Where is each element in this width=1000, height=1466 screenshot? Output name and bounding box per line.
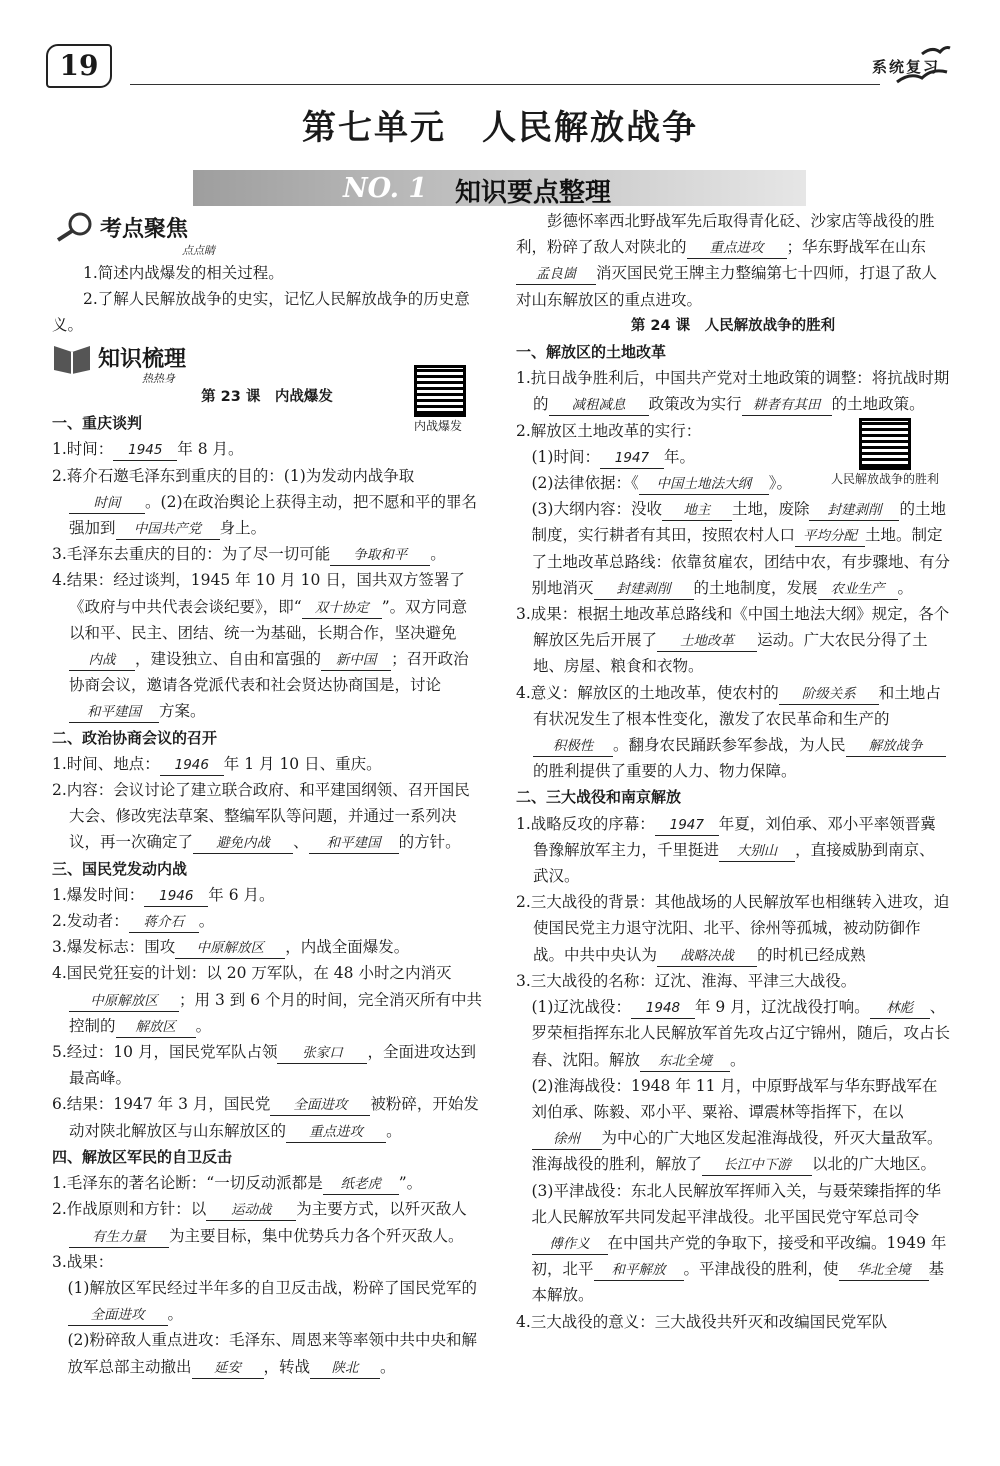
qr-caption: 人民解放战争的胜利: [830, 472, 939, 486]
point: 4.意义：解放区的土地改革，使农村的 阶级关系 和土地占有状况发生了根本性变化，激发了农民革命和生产的积极性 。翻身农民踊跃参军参战，为人民 解放战争的胜利提供了重要的人力、物力保障。: [516, 680, 950, 785]
point: 1.时间： 1945 年 8 月。: [52, 436, 482, 462]
header-rule: [130, 84, 880, 85]
point: 4.三大战役的意义：三大战役共歼灭和改编国民党军队: [516, 1312, 888, 1331]
point: 1.战略反攻的序幕： 1947 年夏，刘伯承、邓小平率领晋冀鲁豫解放军主力，千里挺进 大别山 ，直接威胁到南京、武汉。: [516, 814, 936, 886]
section-heading: 二、政治协商会议的召开: [52, 728, 218, 747]
qr-block-2: [820, 418, 950, 487]
magnifier-icon: [52, 212, 96, 242]
section-heading: 二、三大战役和南京解放: [516, 788, 682, 807]
point: 5.经过：10 月，国民党军队占领 张家口 ，全面进攻达到最高峰。: [52, 1043, 476, 1088]
point: 6.结果：1947 年 3 月，国民党 全面进攻 被粉碎，开始发动对陕北解放区与山东解放区的 重点进攻 。: [52, 1091, 482, 1143]
sub-point: (2)粉碎敌人重点进攻：毛泽东、周恩来等率领中共中央和解放军总部主动撤出 延安 ，转战 陕北 。: [52, 1327, 482, 1379]
unit-title: 第七单元 人民解放战争: [302, 108, 698, 148]
banner-number: NO. 1: [343, 173, 428, 204]
qr-code-icon[interactable]: [859, 418, 911, 470]
section-heading: 一、重庆谈判: [52, 414, 143, 433]
sub-point: (2)法律依据：《 中国土地法大纲 》。: [516, 470, 950, 496]
point: 3.成果：根据土地改革总路线和《中国土地法大纲》规定，各个解放区先后开展了 土地改革 运动。广大农民分得了土地、房屋、粮食和衣物。: [516, 605, 950, 676]
kaodian-title: 考点聚焦: [100, 217, 189, 242]
kaodian-item: 1.简述内战爆发的相关过程。: [83, 264, 284, 282]
sub-point: (2)淮海战役：1948 年 11 月，中原野战军与华东野战军在刘伯承、陈毅、邓小平、粟裕、谭震林等指挥下，在以徐州 为中心的广大地区发起淮海战役，歼灭大量敌军。淮海战役的胜利，解放了 长江中下游 以北的广大地区。: [516, 1073, 950, 1178]
book-icon: [52, 340, 92, 374]
qr-caption: 内战爆发: [413, 419, 462, 433]
point: 2.内容：会议讨论了建立联合政府、和平建国纲领、召开国民大会、修改宪法草案、整编军队等问题，并通过一系列决议，再一次确定了 避免内战 、 和平建国 的方针。: [52, 777, 482, 856]
section-heading: 三、国民党发动内战: [52, 859, 188, 878]
sub-point: (1)时间： 1947 年。: [516, 444, 950, 470]
zhishi-badge: [52, 340, 252, 384]
lesson-title: 第 24 课 人民解放战争的胜利: [630, 317, 836, 334]
kaodian-subtitle: 点点睛: [182, 244, 215, 257]
zhishi-subtitle: 热热身: [142, 372, 175, 385]
kaodian-badge: [52, 212, 215, 257]
point: 2.作战原则和方针：以 运动战 为主要方式，以歼灭敌人有生力量 为主要目标，集中优势兵力各个歼灭敌人。: [52, 1196, 482, 1248]
zhishi-title: 知识梳理: [98, 347, 187, 372]
point: 3.爆发标志：围攻 中原解放区 ，内战全面爆发。: [52, 934, 482, 960]
page-number: 19: [46, 44, 112, 88]
point: 1.抗日战争胜利后，中国共产党对土地政策的调整：将抗战时期的 减租减息 政策改为实行 耕者有其田 的土地政策。: [516, 365, 950, 417]
sub-point: (3)大纲内容：没收 地主 土地，废除 封建剥削 的土地制度，实行耕者有其田，按照农村人口 平均分配 土地。制定了土地改革总路线：依靠贫雇农，团结中农，有步骤地、有分别地消灭 封建剥削 的土地制度，发展 农业生产 。: [516, 496, 950, 601]
point: 2.三大战役的背景：其他战场的人民解放军也相继转入进攻，迫使国民党主力退守沈阳、北平、徐州等孤城，被动防御作战。中共中央认为 战略决战 的时机已经成熟: [516, 889, 950, 968]
section-banner: [193, 170, 806, 206]
continued-text: 彭德怀率西北野战军先后取得青化砭、沙家店等战役的胜利，粉碎了敌人对陕北的 重点进攻 ；华东野战军在山东孟良崮 消灭国民党王牌主力整编第七十四师，打退了敌人对山东解放区的重点进攻。: [516, 212, 938, 309]
point: 3.战果：: [52, 1252, 114, 1271]
right-column: [516, 208, 950, 1335]
header-section-label: 系统复习: [871, 58, 940, 76]
sub-point: (1)解放区军民经过半年多的自卫反击战，粉碎了国民党军的全面进攻 。: [52, 1275, 482, 1327]
point: 2.解放区土地改革的实行：: [516, 421, 702, 440]
point: 3.毛泽东去重庆的目的：为了尽一切可能 争取和平 。: [52, 541, 482, 567]
birds-icon: [892, 42, 952, 87]
point: 4.结果：经过谈判，1945 年 10 月 10 日，国共双方签署了《政府与中共代表会谈纪要》，即“ 双十协定 ”。双方同意以和平、民主、团结、统一为基础，长期合作，坚决避免内战 ，建设独立、自由和富强的 新中国 ；召开政治协商会议，邀请各党派代表和社会贤达协商国是，讨论和平建国 方案。: [52, 567, 482, 724]
section-heading: 一、解放区的土地改革: [516, 343, 667, 362]
kaodian-item: 2.了解人民解放战争的史实，记忆人民解放战争的历史意义。: [52, 290, 470, 335]
banner-title: 知识要点整理: [455, 178, 612, 208]
point: 1.毛泽东的著名论断：“一切反动派都是 纸老虎 ”。: [52, 1170, 482, 1196]
section-heading: 四、解放区军民的自卫反击: [52, 1147, 233, 1166]
point: 1.爆发时间： 1946 年 6 月。: [52, 882, 482, 908]
point: 4.国民党狂妄的计划：以 20 万军队，在 48 小时之内消灭中原解放区 ；用 3 到 6 个月的时间，完全消灭所有中共控制的 解放区 。: [52, 960, 482, 1039]
lesson-title: 第 23 课 内战爆发: [201, 389, 333, 405]
point: 2.发动者： 蒋介石 。: [52, 908, 482, 934]
left-column: [52, 260, 482, 339]
sub-point: (3)平津战役：东北人民解放军挥师入关，与聂荣臻指挥的华北人民解放军共同发起平津战役。北平国民党守军总司令傅作义 在中国共产党的争取下，接受和平改编。1949 年初，北平 和平解放 。平津战役的胜利，使 华北全境 基本解放。: [531, 1181, 947, 1305]
sub-point: (1)辽沈战役： 1948 年 9 月，辽沈战役打响。 林彪 、罗荣桓指挥东北人民解放军首先攻占辽宁锦州，随后，攻占长春、沈阳。解放 东北全境 。: [516, 994, 950, 1073]
point: 3.三大战役的名称：辽沈、淮海、平津三大战役。: [516, 971, 857, 990]
point: 2.蒋介石邀毛泽东到重庆的目的：(1)为发动内战争取时间 。(2)在政治舆论上获得主动，把不愿和平的罪名强加到 中国共产党 身上。: [52, 463, 482, 542]
point: 1.时间、地点： 1946 年 1 月 10 日、重庆。: [52, 751, 482, 777]
lesson-23: [52, 384, 482, 1380]
